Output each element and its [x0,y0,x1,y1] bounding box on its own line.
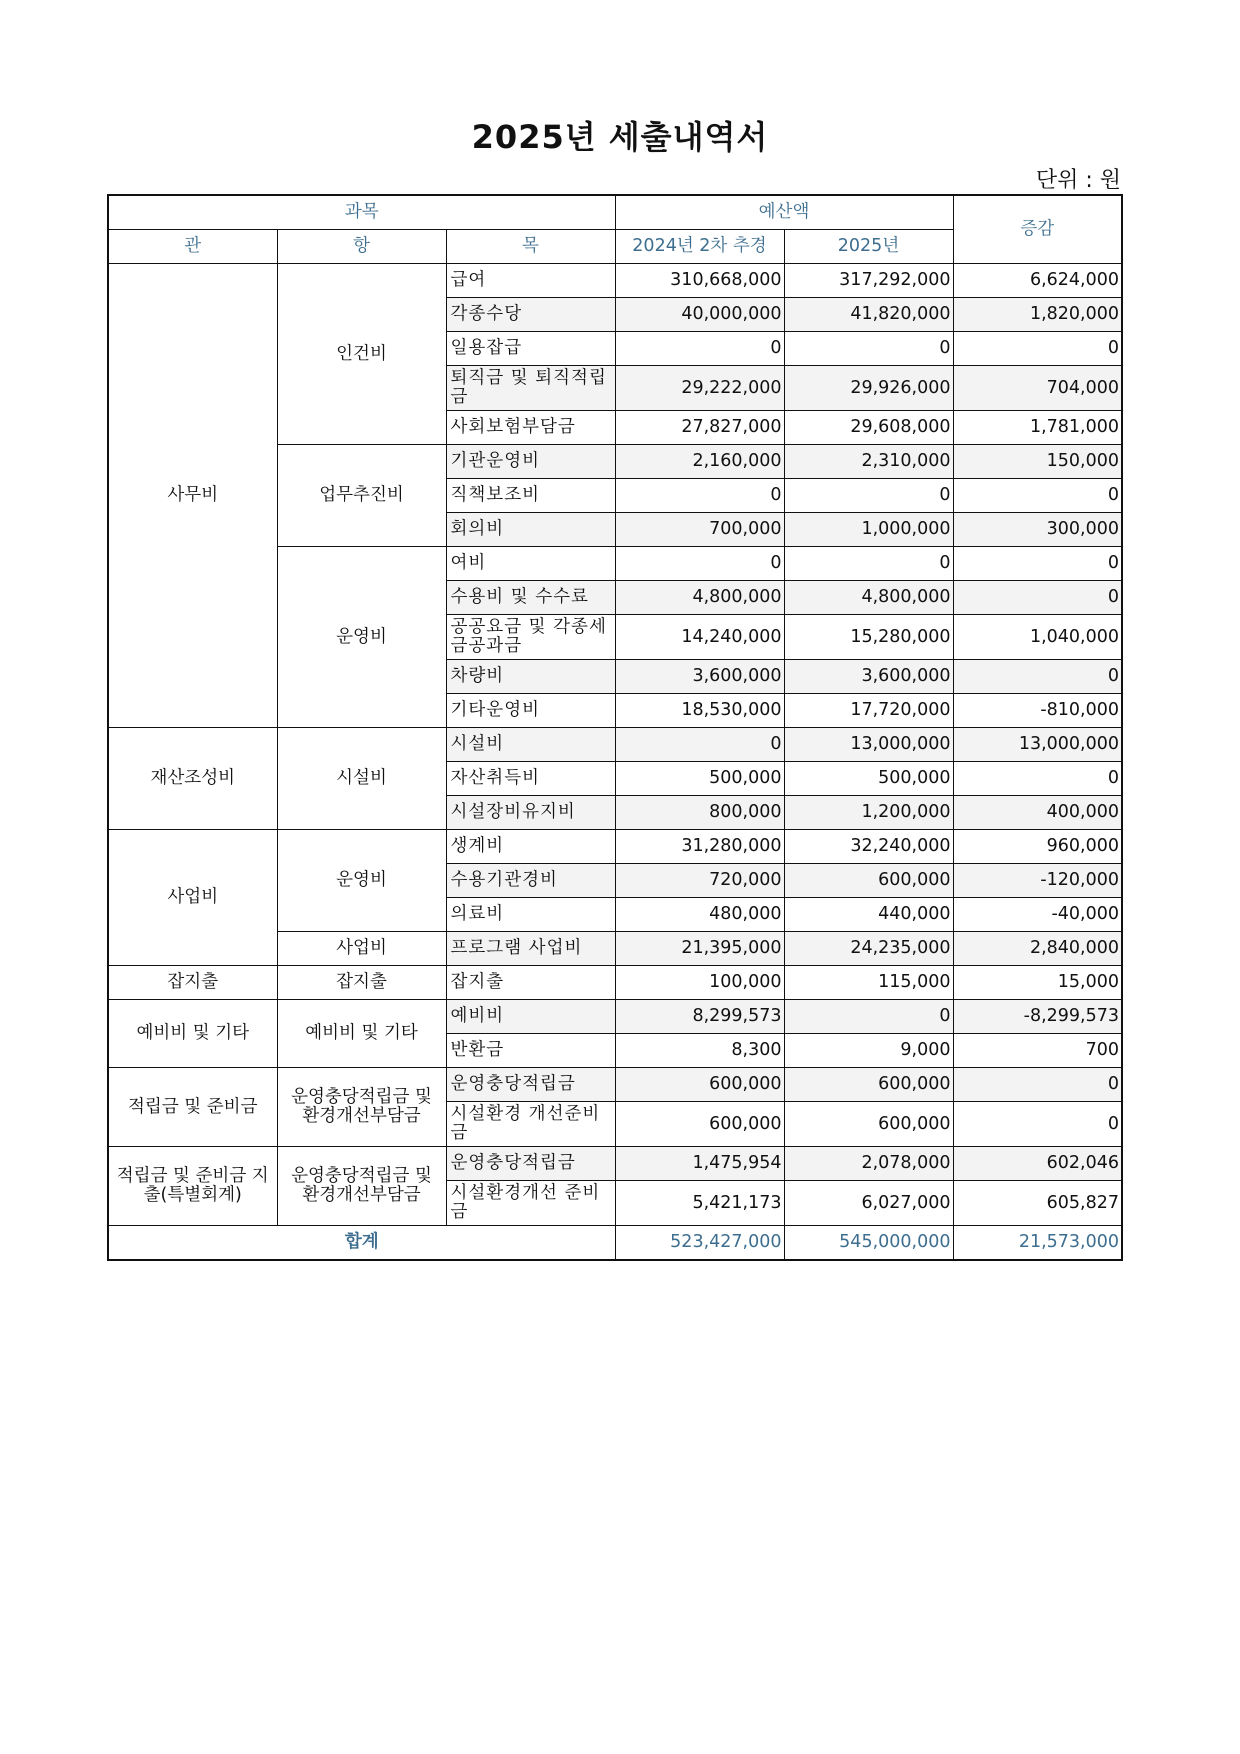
table-row [108,1068,1122,1102]
hang-cell: 운영비 [277,830,446,932]
header-row-1 [108,195,1122,230]
mok-cell: 수용기관경비 [446,864,615,898]
hang-cell: 운영비 [277,547,446,728]
header-gwan: 관 [108,230,277,264]
prev-amount: 700,000 [615,513,784,547]
prev-amount: 2,160,000 [615,445,784,479]
mok-cell: 수용비 및 수수료 [446,581,615,615]
diff-amount: -8,299,573 [953,1000,1122,1034]
table-row [108,966,1122,1000]
prev-amount: 31,280,000 [615,830,784,864]
hang-cell: 운영충당적립금 및 환경개선부담금 [277,1147,446,1226]
total-prev-amount: 523,427,000 [615,1226,784,1261]
curr-amount: 9,000 [784,1034,953,1068]
prev-amount: 4,800,000 [615,581,784,615]
gwan-cell: 적립금 및 준비금 [108,1068,277,1147]
diff-amount: 0 [953,762,1122,796]
prev-amount: 8,299,573 [615,1000,784,1034]
prev-amount: 5,421,173 [615,1181,784,1226]
diff-amount: 605,827 [953,1181,1122,1226]
mok-cell: 의료비 [446,898,615,932]
total-diff-amount: 21,573,000 [953,1226,1122,1261]
diff-amount: 15,000 [953,966,1122,1000]
curr-amount: 6,027,000 [784,1181,953,1226]
prev-amount: 14,240,000 [615,615,784,660]
hang-cell: 잡지출 [277,966,446,1000]
table-row [108,264,1122,298]
document-title: 2025년 세출내역서 [471,118,769,156]
curr-amount: 17,720,000 [784,694,953,728]
hang-cell: 예비비 및 기타 [277,1000,446,1068]
hang-cell: 업무추진비 [277,445,446,547]
diff-amount: 0 [953,581,1122,615]
gwan-cell: 예비비 및 기타 [108,1000,277,1068]
prev-amount: 500,000 [615,762,784,796]
mok-cell: 급여 [446,264,615,298]
diff-amount: 700 [953,1034,1122,1068]
curr-amount: 2,078,000 [784,1147,953,1181]
mok-cell: 시설장비유지비 [446,796,615,830]
diff-amount: 2,840,000 [953,932,1122,966]
diff-amount: 0 [953,1102,1122,1147]
prev-amount: 600,000 [615,1068,784,1102]
hang-cell: 운영충당적립금 및 환경개선부담금 [277,1068,446,1147]
table-row [108,830,1122,864]
diff-amount: 0 [953,547,1122,581]
curr-amount: 24,235,000 [784,932,953,966]
curr-amount: 29,926,000 [784,366,953,411]
expenditure-table [107,194,1123,1261]
total-row [108,1226,1122,1261]
gwan-cell: 사업비 [108,830,277,966]
mok-cell: 회의비 [446,513,615,547]
prev-amount: 480,000 [615,898,784,932]
prev-amount: 27,827,000 [615,411,784,445]
mok-cell: 직책보조비 [446,479,615,513]
diff-amount: 13,000,000 [953,728,1122,762]
mok-cell: 시설비 [446,728,615,762]
prev-amount: 0 [615,479,784,513]
curr-amount: 500,000 [784,762,953,796]
prev-amount: 720,000 [615,864,784,898]
diff-amount: 1,820,000 [953,298,1122,332]
mok-cell: 잡지출 [446,966,615,1000]
curr-amount: 32,240,000 [784,830,953,864]
diff-amount: 0 [953,479,1122,513]
mok-cell: 생계비 [446,830,615,864]
curr-amount: 317,292,000 [784,264,953,298]
prev-amount: 21,395,000 [615,932,784,966]
mok-cell: 시설환경개선 준비금 [446,1181,615,1226]
diff-amount: 602,046 [953,1147,1122,1181]
curr-amount: 3,600,000 [784,660,953,694]
prev-amount: 0 [615,547,784,581]
curr-amount: 4,800,000 [784,581,953,615]
curr-amount: 1,200,000 [784,796,953,830]
diff-amount: 1,040,000 [953,615,1122,660]
diff-amount: 300,000 [953,513,1122,547]
diff-amount: 0 [953,1068,1122,1102]
mok-cell: 차량비 [446,660,615,694]
curr-amount: 600,000 [784,1068,953,1102]
curr-amount: 2,310,000 [784,445,953,479]
curr-amount: 0 [784,1000,953,1034]
prev-amount: 29,222,000 [615,366,784,411]
gwan-cell: 적립금 및 준비금 지출(특별회계) [108,1147,277,1226]
mok-cell: 기타운영비 [446,694,615,728]
diff-amount: 0 [953,332,1122,366]
mok-cell: 일용잡급 [446,332,615,366]
prev-amount: 40,000,000 [615,298,784,332]
prev-amount: 0 [615,332,784,366]
header-hang: 항 [277,230,446,264]
diff-amount: 704,000 [953,366,1122,411]
header-prev-budget: 2024년 2차 추경 [615,230,784,264]
prev-amount: 8,300 [615,1034,784,1068]
diff-amount: 0 [953,660,1122,694]
gwan-cell: 사무비 [108,264,277,728]
table-row [108,728,1122,762]
total-label: 합계 [108,1226,615,1261]
header-gwamok: 과목 [108,195,615,230]
mok-cell: 기관운영비 [446,445,615,479]
mok-cell: 각종수당 [446,298,615,332]
hang-cell: 사업비 [277,932,446,966]
curr-amount: 440,000 [784,898,953,932]
prev-amount: 3,600,000 [615,660,784,694]
total-curr-amount: 545,000,000 [784,1226,953,1261]
curr-amount: 29,608,000 [784,411,953,445]
mok-cell: 공공요금 및 각종세금공과금 [446,615,615,660]
curr-amount: 1,000,000 [784,513,953,547]
curr-amount: 41,820,000 [784,298,953,332]
diff-amount: 1,781,000 [953,411,1122,445]
mok-cell: 시설환경 개선준비금 [446,1102,615,1147]
curr-amount: 0 [784,547,953,581]
mok-cell: 여비 [446,547,615,581]
curr-amount: 0 [784,332,953,366]
diff-amount: 150,000 [953,445,1122,479]
diff-amount: -120,000 [953,864,1122,898]
prev-amount: 100,000 [615,966,784,1000]
prev-amount: 310,668,000 [615,264,784,298]
header-budget: 예산액 [615,195,953,230]
table-row [108,1000,1122,1034]
curr-amount: 600,000 [784,1102,953,1147]
diff-amount: -40,000 [953,898,1122,932]
prev-amount: 0 [615,728,784,762]
curr-amount: 600,000 [784,864,953,898]
hang-cell: 시설비 [277,728,446,830]
mok-cell: 운영충당적립금 [446,1147,615,1181]
diff-amount: 960,000 [953,830,1122,864]
mok-cell: 프로그램 사업비 [446,932,615,966]
diff-amount: 400,000 [953,796,1122,830]
prev-amount: 1,475,954 [615,1147,784,1181]
table-row [108,1147,1122,1181]
diff-amount: 6,624,000 [953,264,1122,298]
prev-amount: 18,530,000 [615,694,784,728]
mok-cell: 사회보험부담금 [446,411,615,445]
prev-amount: 800,000 [615,796,784,830]
curr-amount: 13,000,000 [784,728,953,762]
header-curr-budget: 2025년 [784,230,953,264]
unit-label: 단위 : 원 [1035,168,1121,193]
diff-amount: -810,000 [953,694,1122,728]
gwan-cell: 재산조성비 [108,728,277,830]
curr-amount: 0 [784,479,953,513]
hang-cell: 인건비 [277,264,446,445]
mok-cell: 예비비 [446,1000,615,1034]
header-change: 증감 [953,195,1122,264]
mok-cell: 자산취득비 [446,762,615,796]
curr-amount: 115,000 [784,966,953,1000]
mok-cell: 퇴직금 및 퇴직적립금 [446,366,615,411]
mok-cell: 반환금 [446,1034,615,1068]
curr-amount: 15,280,000 [784,615,953,660]
gwan-cell: 잡지출 [108,966,277,1000]
mok-cell: 운영충당적립금 [446,1068,615,1102]
header-mok: 목 [446,230,615,264]
prev-amount: 600,000 [615,1102,784,1147]
